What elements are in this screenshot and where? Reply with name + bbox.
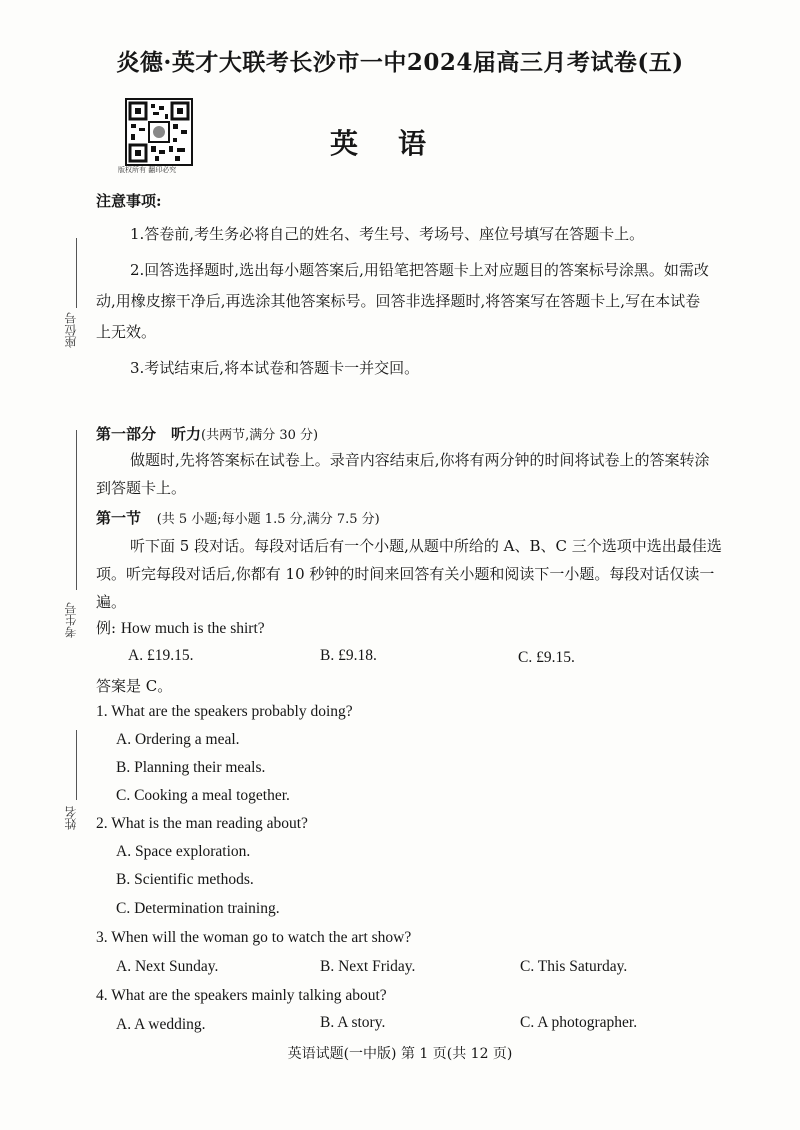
page-footer: 英语试题(一中版) 第 1 页(共 12 页) — [287, 1046, 513, 1062]
question-3-option-a: A. Next Sunday. — [116, 958, 219, 975]
exam-title: 炎德·英才大联考长沙市一中2024届高三月考试卷(五) — [116, 49, 684, 76]
section1-instr-line-1: 听下面 5 段对话。每段对话后有一个小题,从题中所给的 A、B、C 三个选项中选出最佳选 — [130, 537, 722, 555]
name-line — [76, 730, 77, 800]
notice-item-2-line-1: 2.回答选择题时,选出每小题答案后,用铅笔把答题卡上对应题目的答案标号涂黑。如需改 — [130, 261, 709, 279]
example-option-a: A. £19.15. — [128, 647, 194, 664]
question-1-option-a: A. Ordering a meal. — [116, 731, 240, 748]
question-3-stem: 3. When will the woman go to watch the art show? — [96, 929, 412, 946]
notice-item-3: 3.考试结束后,将本试卷和答题卡一并交回。 — [130, 359, 420, 377]
seat-line — [76, 238, 77, 308]
example-question — [96, 614, 265, 643]
part1-intro-line-1: 做题时,先将答案标在试卷上。录音内容结束后,你将有两分钟的时间将试卷上的答案转涂 — [130, 451, 710, 469]
notice-heading: 注意事项: — [96, 192, 162, 210]
example-label: 例: — [96, 619, 117, 637]
example-stem: How much is the shirt? — [120, 620, 265, 637]
part1-note: (共两节,满分 30 分) — [201, 428, 319, 443]
name-label: 姓名 — [64, 806, 78, 830]
example-answer: 答案是 C。 — [96, 677, 173, 695]
example-option-c: C. £9.15. — [518, 649, 575, 666]
section1-heading — [96, 507, 380, 528]
question-2-option-b: B. Scientific methods. — [116, 871, 254, 888]
question-4-option-a: A. A wedding. — [116, 1016, 206, 1033]
qr-code-icon — [125, 98, 193, 166]
question-4-option-c: C. A photographer. — [520, 1014, 638, 1031]
question-2-stem: 2. What is the man reading about? — [96, 815, 308, 832]
section1-instr-line-3: 遍。 — [96, 593, 127, 611]
part1-heading — [96, 423, 318, 444]
question-4-option-b: B. A story. — [320, 1014, 386, 1031]
notice-item-1: 1.答卷前,考生务必将自己的姓名、考生号、考场号、座位号填写在答题卡上。 — [130, 225, 645, 243]
example-option-b: B. £9.18. — [320, 647, 377, 664]
question-1-option-c: C. Cooking a meal together. — [116, 787, 290, 804]
section1-instr-line-2: 项。听完每段对话后,你都有 10 秒钟的时间来回答有关小题和阅读下一小题。每段对话仅读一 — [96, 565, 715, 583]
section1-title: 第一节 — [96, 509, 142, 527]
question-1-option-b: B. Planning their meals. — [116, 759, 266, 776]
question-4-stem: 4. What are the speakers mainly talking about? — [96, 987, 387, 1004]
exam-no-label: 考生号 — [64, 602, 78, 638]
question-1-stem: 1. What are the speakers probably doing? — [96, 703, 353, 720]
notice-item-2-line-3: 上无效。 — [96, 323, 157, 341]
subject-title: 英语 — [330, 127, 467, 160]
question-3-option-b: B. Next Friday. — [320, 958, 416, 975]
qr-caption: 版权所有 翻印必究 — [118, 166, 177, 174]
question-2-option-c: C. Determination training. — [116, 900, 280, 917]
notice-item-2-line-2: 动,用橡皮擦干净后,再选涂其他答案标号。回答非选择题时,将答案写在答题卡上,写在本试卷 — [96, 292, 701, 310]
question-2-option-a: A. Space exploration. — [116, 843, 251, 860]
part1-title: 第一部分 听力 — [96, 425, 202, 443]
question-3-option-c: C. This Saturday. — [520, 958, 628, 975]
seat-label: 座位号 — [64, 312, 78, 348]
section1-note: (共 5 小题;每小题 1.5 分,满分 7.5 分) — [156, 512, 380, 527]
part1-intro-line-2: 到答题卡上。 — [96, 479, 187, 497]
exam-no-line — [76, 430, 77, 590]
